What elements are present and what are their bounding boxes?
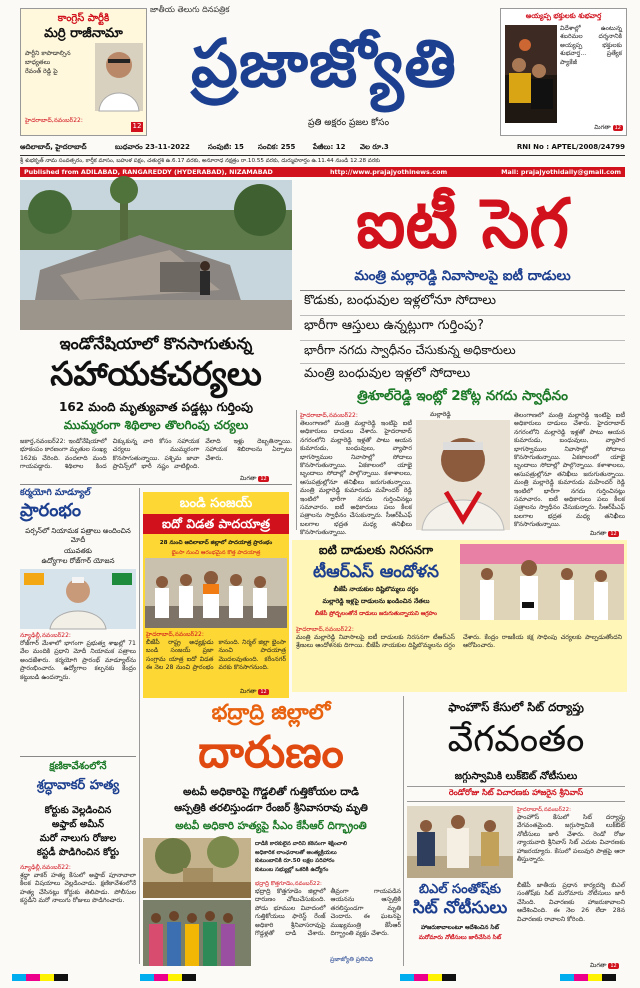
left-ear-title: కాంగ్రెస్ పార్టీకి xyxy=(57,13,110,24)
badge-more: మిగతా xyxy=(590,962,607,969)
santosh-sub: మరోమారు నోటీసులు జారీచేసిన సిట్ xyxy=(418,935,502,941)
publisher-bar xyxy=(20,167,625,177)
masthead-logo[interactable]: ప్రజాజ్యోతి xyxy=(190,24,458,102)
right-ear-box[interactable] xyxy=(500,8,627,136)
lead-subhead: మంత్రి మల్లారెడ్డి నివాసాలపై ఐటీ దాడులు xyxy=(354,268,571,284)
caption-line: కుటుంబానికి రూ.50 లక్షల పరిహారం xyxy=(255,858,335,865)
rni: RNI No : APTEL/2008/24799 xyxy=(516,143,625,151)
bhadradri-body: భద్రాద్రి కొత్తగూడెం జిల్లాలో దారుణం చోటుచేసుకుంది. పోడు భూముల వివాదంలో గుత్తికోయలు ఫారెస్ట్ రేంజ్ అధికారి శ్రీనివాసరావుపై గొడ్డళ్లతో దాడి చేశారు. తీవ్రంగా గాయపడిన ఆయనను ఆస్పత్రికి తరలిస్తుండగా మృతి చెందారు. ఈ ఘటనపై ముఖ్యమంత్రి కేసీఆర్ దిగ్భ్రాంతి వ్యక్తం చేశారు. xyxy=(255,888,401,938)
murder-body: శ్రద్ధా వాకర్ హత్య కేసులో అఫ్తాబ్ పూనావాలా కీలక విషయాలు వెల్లడించాడు. క్షణికావేశంలోనే హత్య చేసినట్లు కోర్టుకు తెలిపాడు. పోలీసుల కస్టడీని మరో నాలుగు రోజులు పొడిగించారు. xyxy=(20,872,136,905)
rozgar-headline: ప్రారంభం xyxy=(20,500,81,521)
trs-kicker: ఐటి దాడులకు నిరసనగా xyxy=(318,543,434,557)
rozgar-box1: యువతకు xyxy=(64,547,92,555)
bhadradri-sub: అటవీ అధికారి హత్యపై సీఎం కేసీఆర్ దిగ్భ్రాంతి xyxy=(175,820,367,832)
lead-bullet: కొడుకు, బంధువుల ఇళ్లలోనూ సోదాలు xyxy=(304,293,497,308)
left-ear-page-ref: 12 xyxy=(132,122,142,130)
masthead-motto: ప్రతి అక్షరం ప్రజల కోసం xyxy=(308,118,390,128)
santosh-headline[interactable]: సిట్ నోటీసులు xyxy=(412,898,508,918)
continued-badge xyxy=(590,962,619,970)
rozgar-body: రోజ్‌గార్ మేళాలో భాగంగా ప్రభుత్వ శాఖల్లో 71 వేల మందికి ప్రధాని మోదీ నియామక పత్రాలు అందజేశారు. కర్మయోగి ప్రారంభ్ మాడ్యూల్‌ను ప్రారంభించారు. ఉద్యోగాల కల్పనకు కేంద్రం కట్టుబడి ఉందన్నారు. xyxy=(20,640,136,681)
date: బుధవారం 23-11-2022 xyxy=(115,143,190,151)
lead-bullet: మంత్రి బంధువుల ఇళ్లలో సోదాలు xyxy=(304,366,471,381)
lead-green-line: త్రిశూల్‌రెడ్డి ఇంట్లో 2కోట్ల నగదు స్వాధీనం xyxy=(357,388,568,404)
badge-more: మిగతా xyxy=(240,688,257,695)
sanjay-box[interactable] xyxy=(143,492,289,698)
caption-line: అధికారిక లాంఛనాలతో అంత్యక్రియలు xyxy=(255,849,337,856)
badge-more: మిగతా xyxy=(590,530,607,537)
quake-sub: 162 మంది మృత్యువాత పడ్డట్లు గుర్తింపు xyxy=(59,400,253,414)
farmhouse-kicker: ఫాంహౌస్ కేసులో సిట్ దర్యాప్తు xyxy=(448,700,584,714)
sanjay-kicker: బండి సంజయ్ xyxy=(179,496,253,511)
lead-body-col1: తెలంగాణలో మంత్రి మల్లారెడ్డి ఇంటిపై ఐటీ అధికారులు దాడులు చేశారు. హైదరాబాద్ నగరంలోని మల్లారెడ్డి ఇళ్లతో పాటు ఆయన కుమారుడు, బంధువులు, వ్యాపార భాగస్వాముల నివాసాల్లో సోదాలు కొనసాగుతున్నాయి. ఏకకాలంలో యాభై బృందాలు సోదాల్లో పాల్గొన్నాయి. కళాశాలలు, ఆసుపత్రుల్లోనూ తనిఖీలు జరుగుతున్నాయి. మంత్రి మల్లారెడ్డి కుమారుడు మహేందర్ రెడ్డి ఇంటిలో భారీగా నగదు గుర్తించినట్లు సమాచారం. ఐటీ అధికారులు పలు కీలక పత్రాలను స్వాధీనం చేసుకున్నారు. సీఆర్‌పీఎఫ్ బలగాల భద్రత మధ్య తనిఖీలు కొనసాగుతున్నాయి. xyxy=(300,420,412,537)
bhadradri-headline[interactable]: దారుణం xyxy=(198,727,344,778)
trs-photo xyxy=(460,544,624,620)
continued-badge xyxy=(240,688,269,696)
panchang: శ్రీ శుభకృత్ నామ సంవత్సరం, కార్తీక మాసం, బహుళ పక్షం, చతుర్దశి ఉ.6.17 వరకు, అనూరాధ నక్షత్రం రా.10.55 వరకు, దుర్ముహూర్తం ఉ.11.44 నుండి 12.28 వరకు xyxy=(20,158,381,164)
lead-body-col2: తెలంగాణలో మంత్రి మల్లారెడ్డి ఇంటిపై ఐటీ అధికారులు దాడులు చేశారు. హైదరాబాద్ నగరంలోని మల్లారెడ్డి ఇళ్లతో పాటు ఆయన కుమారుడు, బంధువులు, వ్యాపార భాగస్వాముల నివాసాల్లో సోదాలు కొనసాగుతున్నాయి. ఏకకాలంలో యాభై బృందాలు సోదాల్లో పాల్గొన్నాయి. కళాశాలలు, ఆసుపత్రుల్లోనూ తనిఖీలు జరుగుతున్నాయి. మంత్రి మల్లారెడ్డి కుమారుడు మహేందర్ రెడ్డి ఇంటిలో భారీగా నగదు గుర్తించినట్లు సమాచారం. ఐటీ అధికారులు పలు కీలక పత్రాలను స్వాధీనం చేసుకున్నారు. సీఆర్‌పీఎఫ్ బలగాల భద్రత మధ్య తనిఖీలు కొనసాగుతున్నాయి. xyxy=(514,412,625,529)
badge-logo: 12 xyxy=(614,125,621,131)
lead-bullet: భారీగా నగదు స్వాధీనం చేసుకున్న అధికారులు xyxy=(304,343,516,357)
continued-badge xyxy=(590,530,619,538)
right-ear-page-ref xyxy=(594,124,623,132)
murder-line: మరో నాలుగు రోజుల xyxy=(39,833,117,844)
rozgar-box2: ఉద్యోగాల రోజ్‌గార్ యోజన xyxy=(41,557,115,565)
badge-more: మిగతా xyxy=(594,124,611,131)
murder-line: కస్టడీ పొడిగించిన కోర్టు xyxy=(36,847,120,858)
forest-photo xyxy=(143,838,251,898)
sanjay-sub: 28 నుంచి ఆదిలాబాద్ జిల్లాలో పాదయాత్ర ప్రారంభం xyxy=(159,540,273,546)
farmhouse-sub: జగ్గుస్వామికి లుక్‌ఔట్ నోటీసులు xyxy=(454,771,578,782)
farmhouse-body: ఫాంహౌస్ కేసులో సిట్ దర్యాప్తు వేగవంతమైంది. జగ్గుస్వామికి లుక్‌ఔట్ నోటీసులు జారీ చేశారు. రెండో రోజు న్యాయవాది శ్రీనివాస్ సిట్ ఎదుట విచారణకు హాజరయ్యారు. కేసులో పలువురి పాత్రపై ఆరా తీస్తున్నారు. xyxy=(517,814,625,864)
badge-page: 12 xyxy=(260,476,267,482)
bhadradri-author: ప్రజాజ్యోతి ప్రతినిధి xyxy=(330,956,374,963)
website-link[interactable]: http://www.prajajyothinews.com xyxy=(330,168,448,176)
sit-photo xyxy=(407,806,513,878)
trs-sub: మల్లారెడ్డి ఇళ్లపై దాడులను ఖండించిన నేతలు xyxy=(322,598,430,605)
murder-line: కోర్టుకు వెల్లడించిన xyxy=(44,805,112,816)
quake-headline-kicker: ఇండోనేషియాలో కొనసాగుతున్న xyxy=(59,334,253,353)
trs-dateline: హైదరాబాద్,నవంబర్22: xyxy=(296,626,354,633)
left-ear-point: పార్టీని కాపాడాల్సిన xyxy=(25,50,71,57)
sanjay-sub: భైంసా నుంచి ఆరంభమైన కొత్త పాదయాత్ర xyxy=(171,550,261,556)
left-ear-subtitle: మర్రి రాజీనామా xyxy=(44,26,123,41)
mourners-photo xyxy=(143,900,251,966)
lead-headline[interactable]: ఐటీ సెగ xyxy=(356,184,569,264)
masthead-tagline: జాతీయ తెలుగు దినపత్రిక xyxy=(150,5,230,14)
santosh-body: బీజేపీ జాతీయ ప్రధాన కార్యదర్శి బిఎల్ సంతోష్‌కు సిట్ మరోమారు నోటీసులు జారీ చేసింది. విచారణకు హాజరుకావాలని ఆదేశించింది. ఈ నెల 26 లేదా 28న విచారణకు రావాలని కోరింది. xyxy=(517,882,625,923)
badge-page: 12 xyxy=(610,963,617,969)
sanjay-photo xyxy=(145,558,287,628)
bhadradri-captions xyxy=(255,840,401,874)
murder-kicker: క్షణికావేశంలోనే xyxy=(49,761,107,772)
badge-page: 12 xyxy=(260,689,267,695)
trs-sub: బీజేపీ నాయకుల దిష్టిబొమ్మలు దగ్ధం xyxy=(333,586,419,593)
published-from: Published from ADILABAD, RANGAREDDY (HYDERABAD), NIZAMABAD xyxy=(24,168,273,176)
quake-headline[interactable]: సహాయకచర్యలు xyxy=(50,354,262,393)
rozgar-kicker: కర్మయోగి మాడ్యూల్ xyxy=(20,488,91,498)
caption-line: దాడికి కారకులైన వారిని కఠినంగా శిక్షించాలి xyxy=(255,841,347,847)
farmhouse-sub: రెండోరోజు సిట్ విచారణకు హాజరైన శ్రీనివాస్ xyxy=(448,788,584,797)
farmhouse-headline[interactable]: వేగవంతం xyxy=(447,719,585,760)
left-ear-point: రేవంత్ రెడ్డి పై xyxy=(25,68,58,75)
badge-more: మిగతా xyxy=(240,475,257,482)
trs-box[interactable] xyxy=(292,540,627,692)
left-ear-box[interactable] xyxy=(20,8,147,136)
modi-photo xyxy=(20,569,136,629)
issue: సంచిక: 255 xyxy=(258,143,296,151)
info-bar xyxy=(20,143,625,154)
badge-page: 12 xyxy=(610,531,617,537)
quake-body: జకార్త,నవంబర్22: ఇండోనేషియాలో భూకంపం కారణంగా మృతుల సంఖ్య 162కు చేరింది. వందలాది మంది గాయపడ్డారు. శిథిలాల కింద చిక్కుకున్న వారి కోసం సహాయక చర్యలు ముమ్మరంగా కొనసాగుతున్నాయి. పశ్చిమ జావా ప్రావిన్స్‌లో భారీ నష్టం వాటిల్లింది. వేలాది ఇళ్లు దెబ్బతిన్నాయి. సహాయక శిబిరాలను ఏర్పాటు చేశారు. xyxy=(20,438,292,471)
murder-box[interactable] xyxy=(20,760,136,970)
santosh-kicker: బిఎల్ సంతోష్‌కు xyxy=(419,882,501,897)
trs-sub: బీజేపీ ప్రోద్బలంతోనే దాడులు జరుగుతున్నాయని ఆగ్రహం xyxy=(314,611,438,617)
lead-bullet: భారీగా ఆస్తులు ఉన్నట్లుగా గుర్తింపు? xyxy=(304,318,484,333)
right-ear-text: విదేశాల్లో ఉంటున్న శబరిమల దర్శనానికి అయ్యప్ప భక్తులకు శుభవార్త... ప్రత్యేక ప్యాకేజీ xyxy=(560,25,622,66)
quake-photo xyxy=(20,180,292,330)
trs-headline: టీఆర్ఎస్ ఆందోళన xyxy=(313,562,439,582)
rozgar-box[interactable] xyxy=(20,488,136,753)
bhadradri-dateline: భద్రాద్రి కొత్తగూడెం,నవంబర్22: xyxy=(255,881,322,887)
bhadradri-kicker: భద్రాద్రి జిల్లాలో xyxy=(211,700,331,724)
right-ear-title: అయ్యప్ప భక్తులకు శుభవార్త xyxy=(525,12,602,20)
bhadradri-sub: ఆస్పత్రికి తరలిస్తుండగా రేంజర్ శ్రీనివాసరావు మృతి xyxy=(174,803,368,814)
left-ear-dateline: హైదరాబాద్,నవంబర్22: xyxy=(25,117,83,124)
minister-caption: మల్లారెడ్డి xyxy=(430,411,451,418)
bhadradri-sub: అటవీ అధికారిపై గొడ్డలితో గుత్తికోయల దాడి xyxy=(183,786,359,798)
murder-line: అఫ్తాబ్ అమీన్ xyxy=(51,819,105,830)
farmhouse-dateline: హైదరాబాద్,నవంబర్22: xyxy=(517,807,571,813)
mail-link[interactable]: Mail: prajajyothidaily@gmail.com xyxy=(501,168,621,176)
quake-sub: ముమ్మరంగా శిథిలాల తొలగింపు చర్యలు xyxy=(63,418,249,432)
trs-body: మంత్రి మల్లారెడ్డి నివాసాలపై ఐటీ దాడులకు నిరసనగా టీఆర్ఎస్ శ్రేణులు ఆందోళనకు దిగాయి. బీజేపీ నాయకుల దిష్టిబొమ్మలను దగ్ధం చేశారు. కేంద్రం రాజకీయ కక్ష సాధింపు చర్యలకు పాల్పడుతోందని ఆరోపించారు. xyxy=(296,634,622,650)
left-ear-points xyxy=(25,49,91,76)
murder-headline: శ్రద్ధావాకర్ హత్య xyxy=(36,778,120,793)
caption-line: కుటుంబ సభ్యుల్లో ఒకరికి ఉద్యోగం xyxy=(255,866,329,873)
rozgar-dateline: న్యూఢిల్లీ,నవంబర్22: xyxy=(20,632,71,639)
continued-badge xyxy=(240,475,269,483)
print-color-bar xyxy=(0,972,640,984)
pages: పేజీలు: 12 xyxy=(313,143,346,151)
minister-photo xyxy=(416,420,510,530)
place: ఆదిలాబాద్, హైదరాబాద్ xyxy=(20,143,87,151)
price: వెల రూ.3 xyxy=(360,143,389,151)
politician-photo xyxy=(95,43,143,111)
sanjay-body: బీజేపీ రాష్ట్ర అధ్యక్షుడు బండి సంజయ్ ప్రజా సంగ్రామ యాత్ర ఐదో విడత ఈ నెల 28 నుంచి ప్రారంభం కానుంది. నిర్మల్ జిల్లా భైంసా నుంచి పాదయాత్ర మొదలవుతుంది. కరీంనగర్ వరకు కొనసాగనుంది. xyxy=(146,639,286,672)
rozgar-intro: పర్సన్‌లో నియామక పత్రాలు అందించిన మోదీ xyxy=(25,527,131,544)
lead-dateline: హైదరాబాద్,నవంబర్22: xyxy=(300,412,358,419)
pilgrims-photo xyxy=(505,25,557,123)
masthead xyxy=(0,0,640,142)
murder-dateline: న్యూఢిల్లీ,నవంబర్22: xyxy=(20,864,71,871)
left-ear-point: బాధ్యతలు xyxy=(25,59,51,66)
volume: సంపుటి: 15 xyxy=(208,143,244,151)
santosh-sub: హాజరుకావాలంటూ ఆదేశించిన సిట్ xyxy=(421,925,499,931)
sanjay-dateline: హైదరాబాద్,నవంబర్22: xyxy=(146,631,204,638)
sanjay-headline: ఐదో విడత పాదయాత్ర xyxy=(161,516,271,531)
